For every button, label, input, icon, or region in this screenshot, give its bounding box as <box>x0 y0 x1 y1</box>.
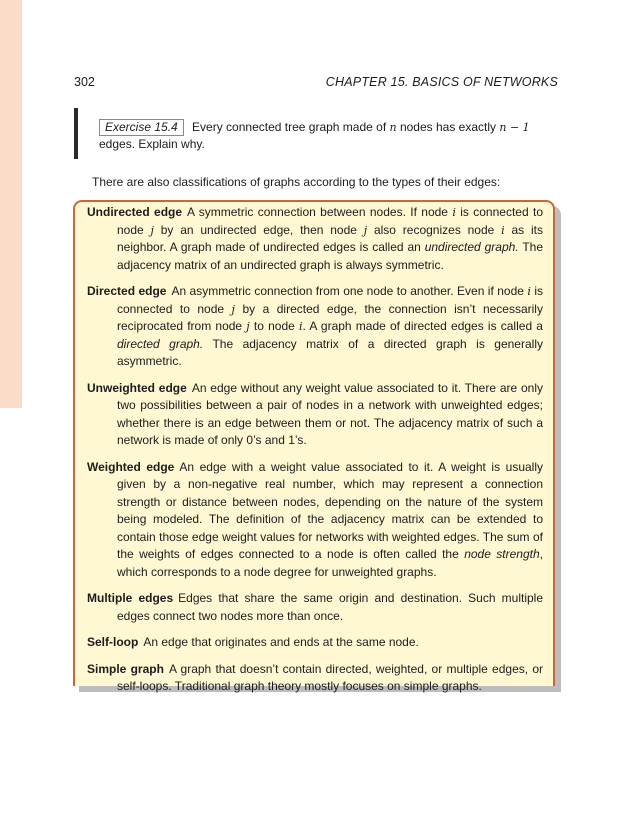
definition-weighted-edge <box>87 459 543 582</box>
term-undirected-edge: Undirected edge <box>87 205 183 219</box>
term-weighted-edge: Weighted edge <box>87 459 175 474</box>
math-n-minus-1: n − 1 <box>499 121 530 134</box>
page-number: 302 <box>74 75 95 89</box>
math-i: i <box>527 285 531 298</box>
term-multiple-edges: Multiple edges <box>87 591 174 605</box>
intro-paragraph: There are also classifications of graphs according to the types of their edges: <box>92 175 501 189</box>
math-j: j <box>363 223 368 237</box>
exercise-text-part: nodes has exactly <box>399 120 497 134</box>
definition-text: An asymmetric connection from one node to another. Even if node <box>171 284 524 298</box>
math-n: n <box>389 121 397 134</box>
definition-text: to node <box>253 319 295 333</box>
term-self-loop: Self-loop <box>87 635 139 649</box>
definition-simple-graph <box>87 661 543 696</box>
chapter-title: CHAPTER 15. BASICS OF NETWORKS <box>325 75 558 89</box>
exercise-text <box>99 119 549 153</box>
definition-multiple-edges <box>87 590 543 625</box>
definition-text: . A graph made of directed edges is called a <box>302 319 543 333</box>
definition-text: A graph that doesn’t contain directed, weighted, or multiple edges, or self-loops. Traditional graph theory mostly focuses on simple graphs. <box>117 661 543 693</box>
definitions-box <box>73 200 555 693</box>
definition-directed-edge <box>87 283 543 371</box>
definition-text: by a directed edge, the connection isn’t necessarily reciprocated from node <box>117 301 543 333</box>
math-j: j <box>231 302 235 316</box>
definition-text: is connected to node <box>117 284 543 316</box>
definition-text: The adjacency matrix of an undirected graph is always symmetric. <box>117 240 543 272</box>
exercise-text-part: Every connected tree graph made of <box>192 120 387 134</box>
definition-text: also recognizes node <box>373 222 495 237</box>
definition-text: as its neighbor. A graph made of undirected edges is called an <box>117 222 543 254</box>
definition-text: is connected to node <box>117 205 543 237</box>
definition-self-loop <box>87 634 543 652</box>
math-i: i <box>298 320 303 333</box>
definition-text: An edge with a weight value associated to it. A weight is usually given by a non-negative real number, which may represent a connection strength or distance between nodes, depending on the nature of the system being modeled. The definition of the adjacency matrix can be extended to contain those edge weight values for networks with weighted edges. The sum of the weights of edges connected to a node is often called the <box>117 459 543 561</box>
definition-text: An edge that originates and ends at the same node. <box>143 635 419 649</box>
definition-text: Edges that share the same origin and destination. Such multiple edges connect two nodes more than once. <box>117 591 543 623</box>
term-directed-edge: Directed edge <box>87 284 167 298</box>
definition-text: , which corresponds to a node degree for unweighted graphs. <box>117 547 543 579</box>
definition-text: The adjacency matrix of a directed graph is generally asymmetric. <box>117 336 543 368</box>
math-j: j <box>246 320 250 333</box>
math-i: i <box>452 206 456 219</box>
definition-undirected-edge <box>87 204 543 274</box>
exercise-margin-bar <box>74 108 78 159</box>
math-i: i <box>501 223 505 237</box>
term-unweighted-edge: Unweighted edge <box>87 380 187 395</box>
exercise-label: Exercise 15.4 <box>99 119 184 136</box>
definition-text: by an undirected edge, then node <box>160 222 357 237</box>
side-thumb-tab <box>0 0 22 408</box>
emphasis-undirected-graph: undirected graph. <box>424 240 519 254</box>
definition-text: An edge without any weight value associated to it. There are only two possibilities between a pair of nodes in a network with unweighted edges; whether there is an edge between them or not. The adjacency matrix of such a network is made of only 0’s and 1’s. <box>117 380 543 447</box>
definition-unweighted-edge <box>87 380 543 450</box>
emphasis-directed-graph: directed graph. <box>117 336 204 351</box>
math-j: j <box>150 223 154 237</box>
definition-text: A symmetric connection between nodes. If node <box>187 205 448 219</box>
exercise-text-part: edges. Explain why. <box>99 137 205 151</box>
emphasis-node-strength: node strength <box>464 547 540 561</box>
term-simple-graph: Simple graph <box>87 661 164 676</box>
